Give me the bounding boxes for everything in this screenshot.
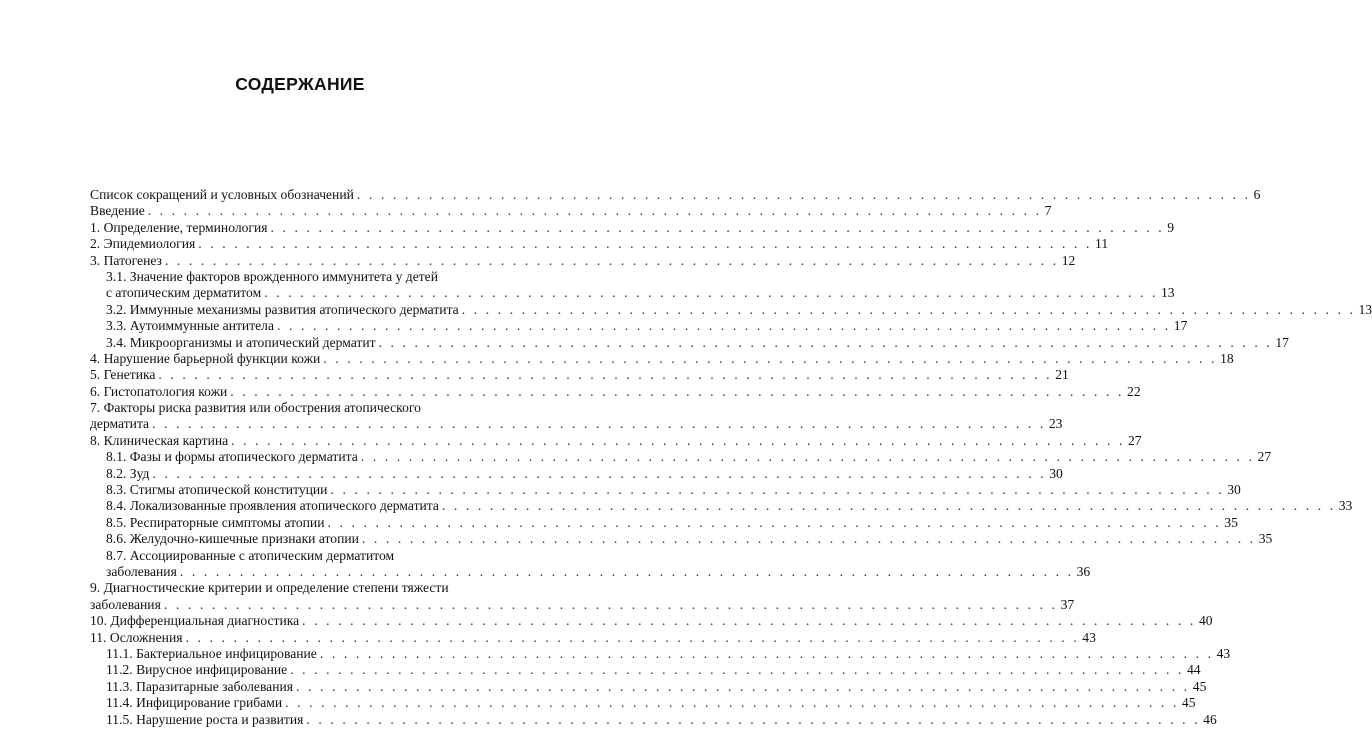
leader-dots: . . . . . . . . . . . . . . . . . . . . . . . . . . . . . . . . . . . . . . . . . . . . . . . . . . . . . . . . . . . . . . . . . . . . . . . . . . . [361,531,1256,547]
toc-entry[interactable] [90,301,1372,318]
toc-entry-title: дерматита [90,416,150,432]
toc-page-number: 45 [1181,695,1196,711]
toc-entry[interactable] [90,711,1217,728]
toc-entry[interactable] [90,416,1063,432]
toc-entry-title: 8.2. Зуд [106,465,150,481]
toc-entry[interactable] [90,383,1141,400]
toc-page-number: 6 [1253,187,1261,202]
toc-page-number: 27 [1257,449,1272,465]
toc-entry[interactable] [90,629,1096,646]
leader-dots: . . . . . . . . . . . . . . . . . . . . . . . . . . . . . . . . . . . . . . . . . . . . . . . . . . . . . . . . . . . . . . . . . . . . . . . . . . . [285,695,1179,711]
leader-dots: . . . . . . . . . . . . . . . . . . . . . . . . . . . . . . . . . . . . . . . . . . . . . . . . . . . . . . . . . . . . . . . . . . . . . . . . . . . [152,416,1046,432]
leader-dots: . . . . . . . . . . . . . . . . . . . . . . . . . . . . . . . . . . . . . . . . . . . . . . . . . . . . . . . . . . . . . . . . . . . . . . . . . . . [277,318,1171,334]
toc-entry-title: 11.4. Инфицирование грибами [106,695,283,711]
toc-entry-line [90,580,513,596]
toc-entry-title: 8.3. Стигмы атопической конституции [106,482,328,498]
toc-page-number: 17 [1275,334,1289,350]
toc-page-number: 40 [1198,613,1213,629]
leader-dots: . . . . . . . . . . . . . . . . . . . . . . . . . . . . . . . . . . . . . . . . . . . . . . . . . . . . . . . . . . . . . . . . . . . . . . . . . . . [330,482,1225,498]
toc-page-number: 11 [1095,236,1109,252]
leader-dots: . . . . . . . . . . . . . . . . . . . . . . . . . . . . . . . . . . . . . . . . . . . . . . . . . . . . . . . . . . . . . . . . . . . . . . . . . . . [302,613,1196,629]
toc-entry[interactable] [90,318,1188,334]
toc-entry-title: 3.4. Микроорганизмы и атопический дерматит [106,334,376,350]
toc-entry-title: 7. Факторы риска развития или обострения атопического [90,400,421,416]
leader-dots: . . . . . . . . . . . . . . . . . . . . . . . . . . . . . . . . . . . . . . . . . . . . . . . . . . . . . . . . . . . . . . . . . . . . . . . . . . . [441,498,1336,514]
leader-dots: . . . . . . . . . . . . . . . . . . . . . . . . . . . . . . . . . . . . . . . . . . . . . . . . . . . . . . . . . . . . . . . . . . . . . . . . . . . [306,711,1201,727]
toc-entry-title: 11.5. Нарушение роста и развития [106,711,304,727]
toc-entry-title: 8.6. Желудочно-кишечные признаки атопии [106,531,359,547]
toc-entry-title: 3.2. Иммунные механизмы развития атопического дерматита [106,301,459,317]
table-of-contents [90,187,1372,728]
toc-page-number: 37 [1060,596,1075,612]
leader-dots: . . . . . . . . . . . . . . . . . . . . . . . . . . . . . . . . . . . . . . . . . . . . . . . . . . . . . . . . . . . . . . . . . . . . . . . . . . . [147,203,1042,219]
toc-entry[interactable] [90,465,1063,482]
toc-entry[interactable] [90,498,1353,514]
toc-entry[interactable] [90,449,1272,465]
toc-entry[interactable] [90,285,1175,301]
leader-dots: . . . . . . . . . . . . . . . . . . . . . . . . . . . . . . . . . . . . . . . . . . . . . . . . . . . . . . . . . . . . . . . . . . . . . . . . . . . [158,367,1053,383]
toc-entry-title: Список сокращений и условных обозначений [90,187,354,202]
leader-dots: . . . . . . . . . . . . . . . . . . . . . . . . . . . . . . . . . . . . . . . . . . . . . . . . . . . . . . . . . . . . . . . . . . . . . . . . . . . [270,219,1165,235]
toc-entry-title: 8.7. Ассоциированные с атопическим дерматитом [106,547,395,563]
toc-page-number: 13 [1358,301,1372,317]
toc-page-number: 33 [1338,498,1353,514]
leader-dots: . . . . . . . . . . . . . . . . . . . . . . . . . . . . . . . . . . . . . . . . . . . . . . . . . . . . . . . . . . . . . . . . . . . . . . . . . . . [230,383,1125,399]
leader-dots: . . . . . . . . . . . . . . . . . . . . . . . . . . . . . . . . . . . . . . . . . . . . . . . . . . . . . . . . . . . . . . . . . . . . . . . . . . . [163,596,1058,612]
leader-dots: . . . . . . . . . . . . . . . . . . . . . . . . . . . . . . . . . . . . . . . . . . . . . . . . . . . . . . . . . . . . . . . . . . . . . . . . . . . [319,645,1214,661]
toc-page-number: 23 [1048,416,1063,432]
toc-page-number: 36 [1076,563,1091,579]
toc-entry[interactable] [90,432,1142,449]
toc-entry-title: 11. Осложнения [90,629,183,645]
toc-page-number: 30 [1227,482,1241,498]
leader-dots: . . . . . . . . . . . . . . . . . . . . . . . . . . . . . . . . . . . . . . . . . . . . . . . . . . . . . . . . . . . . . . . . . . . . . . . . . . . [231,432,1125,448]
leader-dots: . . . . . . . . . . . . . . . . . . . . . . . . . . . . . . . . . . . . . . . . . . . . . . . . . . . . . . . . . . . . . . . . . . . . . . . . . . . [152,465,1047,481]
toc-page-number: 13 [1160,285,1175,301]
leader-dots: . . . . . . . . . . . . . . . . . . . . . . . . . . . . . . . . . . . . . . . . . . . . . . . . . . . . . . . . . . . . . . . . . . . . . . . . . . . [198,236,1093,252]
leader-dots: . . . . . . . . . . . . . . . . . . . . . . . . . . . . . . . . . . . . . . . . . . . . . . . . . . . . . . . . . . . . . . . . . . . . . . . . . . . [264,285,1158,301]
toc-entry-title: 4. Нарушение барьерной функции кожи [90,350,321,366]
toc-entry[interactable] [90,596,1075,613]
toc-entry[interactable] [90,662,1201,678]
toc-page-number: 18 [1220,350,1234,366]
toc-entry[interactable] [90,219,1175,236]
toc-page-number: 44 [1186,662,1201,678]
toc-entry[interactable] [90,334,1289,351]
toc-entry[interactable] [90,203,1052,219]
toc-entry-title: 6. Гистопатология кожи [90,383,228,399]
toc-page-number: 17 [1173,318,1188,334]
toc-entry[interactable] [90,482,1241,498]
toc-page-number: 35 [1258,531,1273,547]
toc-entry[interactable] [90,645,1231,662]
toc-entry[interactable] [90,678,1207,695]
toc-entry-title: заболевания [106,563,177,579]
toc-entry-title: 9. Диагностические критерии и определение степени тяжести [90,580,449,596]
leader-dots: . . . . . . . . . . . . . . . . . . . . . . . . . . . . . . . . . . . . . . . . . . . . . . . . . . . . . . . . . . . . . . . . . . . . . . . . . . . [378,334,1273,350]
leader-dots: . . . . . . . . . . . . . . . . . . . . . . . . . . . . . . . . . . . . . . . . . . . . . . . . . . . . . . . . . . . . . . . . . . . . . . . . . . . [290,662,1184,678]
toc-entry[interactable] [90,514,1238,531]
toc-entry-title: 8.4. Локализованные проявления атопического дерматита [106,498,439,514]
toc-entry[interactable] [90,613,1213,629]
toc-page-number: 35 [1224,514,1238,530]
page-title: СОДЕРЖАНИЕ [235,74,365,94]
toc-entry-title: 2. Эпидемиология [90,236,196,252]
toc-page-number: 43 [1216,645,1231,661]
leader-dots: . . . . . . . . . . . . . . . . . . . . . . . . . . . . . . . . . . . . . . . . . . . . . . . . . . . . . . . . . . . . . . . . . . . . . . . . . . . [461,301,1356,317]
toc-entry-line [90,400,513,416]
toc-entry-title: Введение [90,203,145,219]
toc-entry[interactable] [90,187,1261,203]
toc-page-number: 7 [1044,203,1052,219]
leader-dots: . . . . . . . . . . . . . . . . . . . . . . . . . . . . . . . . . . . . . . . . . . . . . . . . . . . . . . . . . . . . . . . . . . . . . . . . . . . [185,629,1080,645]
leader-dots: . . . . . . . . . . . . . . . . . . . . . . . . . . . . . . . . . . . . . . . . . . . . . . . . . . . . . . . . . . . . . . . . . . . . . . . . . . . [360,449,1255,465]
toc-entry-title: 1. Определение, терминология [90,219,268,235]
toc-page-number: 45 [1192,678,1207,694]
toc-entry-line [90,548,513,564]
toc-entry-title: 5. Генетика [90,367,156,383]
toc-entry-title: 8.1. Фазы и формы атопического дерматита [106,449,358,465]
toc-page-number: 43 [1082,629,1096,645]
leader-dots: . . . . . . . . . . . . . . . . . . . . . . . . . . . . . . . . . . . . . . . . . . . . . . . . . . . . . . . . . . . . . . . . . . . . . . . . . . . [179,563,1074,579]
leader-dots: . . . . . . . . . . . . . . . . . . . . . . . . . . . . . . . . . . . . . . . . . . . . . . . . . . . . . . . . . . . . . . . . . . . . . . . . . . . [296,678,1190,694]
toc-page-number: 27 [1127,432,1142,448]
toc-entry-title: с атопическим дерматитом [106,285,262,301]
toc-entry[interactable] [90,252,1076,269]
toc-entry-title: 10. Дифференциальная диагностика [90,613,300,629]
toc-page-number: 21 [1055,367,1069,383]
toc-page-number: 22 [1127,383,1141,399]
leader-dots: . . . . . . . . . . . . . . . . . . . . . . . . . . . . . . . . . . . . . . . . . . . . . . . . . . . . . . . . . . . . . . . . . . . . . . . . . . . [356,187,1251,202]
toc-entry[interactable] [90,236,1109,252]
toc-entry-title: 3. Патогенез [90,252,162,268]
toc-entry-line [90,269,513,285]
toc-entry[interactable] [90,367,1069,383]
toc-entry[interactable] [90,350,1234,367]
toc-entry-title: 11.2. Вирусное инфицирование [106,662,288,678]
toc-entry-title: 11.1. Бактериальное инфицирование [106,645,317,661]
toc-page-number: 30 [1049,465,1063,481]
toc-entry[interactable] [90,531,1273,547]
toc-page-number: 9 [1167,219,1175,235]
toc-page-number: 12 [1061,252,1076,268]
leader-dots: . . . . . . . . . . . . . . . . . . . . . . . . . . . . . . . . . . . . . . . . . . . . . . . . . . . . . . . . . . . . . . . . . . . . . . . . . . . [327,514,1222,530]
toc-entry[interactable] [90,563,1091,580]
toc-entry-title: 11.3. Паразитарные заболевания [106,678,294,694]
toc-entry-title: 8. Клиническая картина [90,432,229,448]
leader-dots: . . . . . . . . . . . . . . . . . . . . . . . . . . . . . . . . . . . . . . . . . . . . . . . . . . . . . . . . . . . . . . . . . . . . . . . . . . . [323,350,1218,366]
toc-entry-title: 8.5. Респираторные симптомы атопии [106,514,325,530]
toc-entry-title: 3.1. Значение факторов врожденного иммунитета у детей [106,268,438,284]
toc-entry-title: 3.3. Аутоиммунные антитела [106,318,274,334]
toc-entry[interactable] [90,695,1196,711]
toc-page-number: 46 [1203,711,1217,727]
toc-entry-title: заболевания [90,596,161,612]
leader-dots: . . . . . . . . . . . . . . . . . . . . . . . . . . . . . . . . . . . . . . . . . . . . . . . . . . . . . . . . . . . . . . . . . . . . . . . . . . . [164,252,1059,268]
